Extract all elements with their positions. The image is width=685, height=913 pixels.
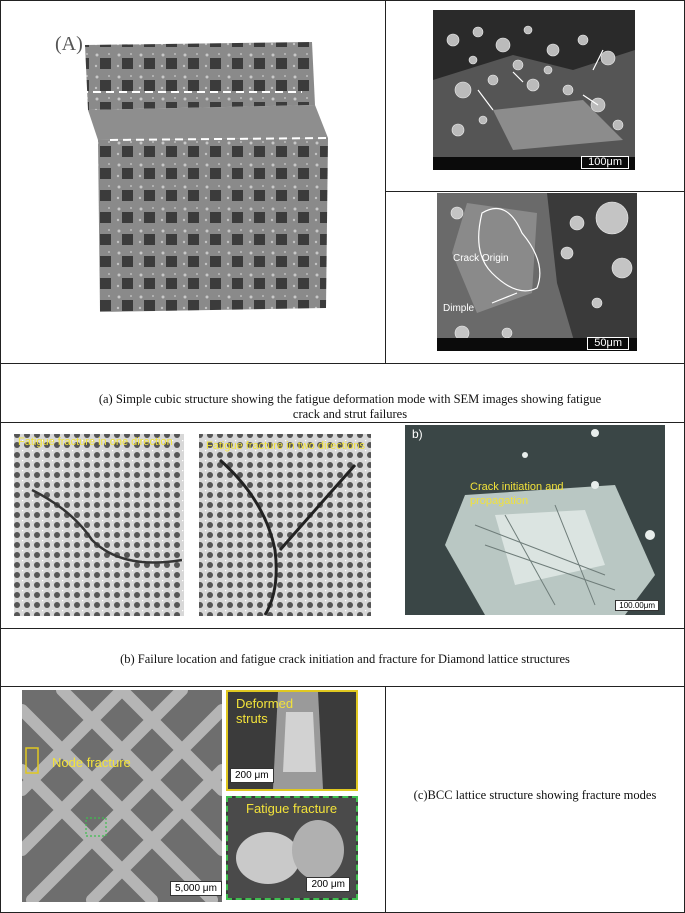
dimple-label: Dimple [443,303,475,314]
diamond-left-label: Fatigue fracture in one direction [18,436,173,448]
caption-a-text: (a) Simple cubic structure showing the fatigue deformation mode with SEM images showing fatigue crack and strut failures [98,392,602,421]
inset-bottom-scale-bar: 200 μm [306,877,350,892]
caption-b-text: (b) Failure location and fatigue crack initiation and fracture for Diamond lattice structures [120,652,570,666]
sem-image-strut-failure [437,193,637,351]
node-fracture-label: Node fracture [52,755,131,770]
diamond-micrograph-image [405,425,665,615]
crack-initiation-label: Crack initiation and propagation [470,481,564,507]
caption-c-text: (c)BCC lattice structure showing fracture modes [413,788,657,802]
panel-a-label: (A) [55,33,83,55]
micrograph-scale-bar: 100.00μm [615,600,659,611]
deformed-struts-label: Deformed struts [236,696,294,726]
bcc-lattice-sem-image [22,690,222,902]
simple-cubic-lattice-image [50,30,350,330]
fatigue-fracture-label: Fatigue fracture [246,801,338,816]
row-a-divider [385,191,685,192]
micrograph-panel-label: b) [412,427,423,441]
bcc-scale-bar: 5,000 μm [170,881,222,896]
diamond-lattice-one-direction-image [12,430,187,620]
crack-origin-label: Crack Origin [453,253,509,264]
sem-top-scale-bar: 100μm [581,156,629,169]
diamond-mid-label: Fatigue fracture in two directions [206,440,365,452]
sem-bottom-scale-bar: 50μm [587,337,629,350]
diamond-lattice-two-directions-image [195,430,375,620]
inset-top-scale-bar: 200 μm [230,768,274,783]
sem-image-fatigue-crack [433,10,635,170]
